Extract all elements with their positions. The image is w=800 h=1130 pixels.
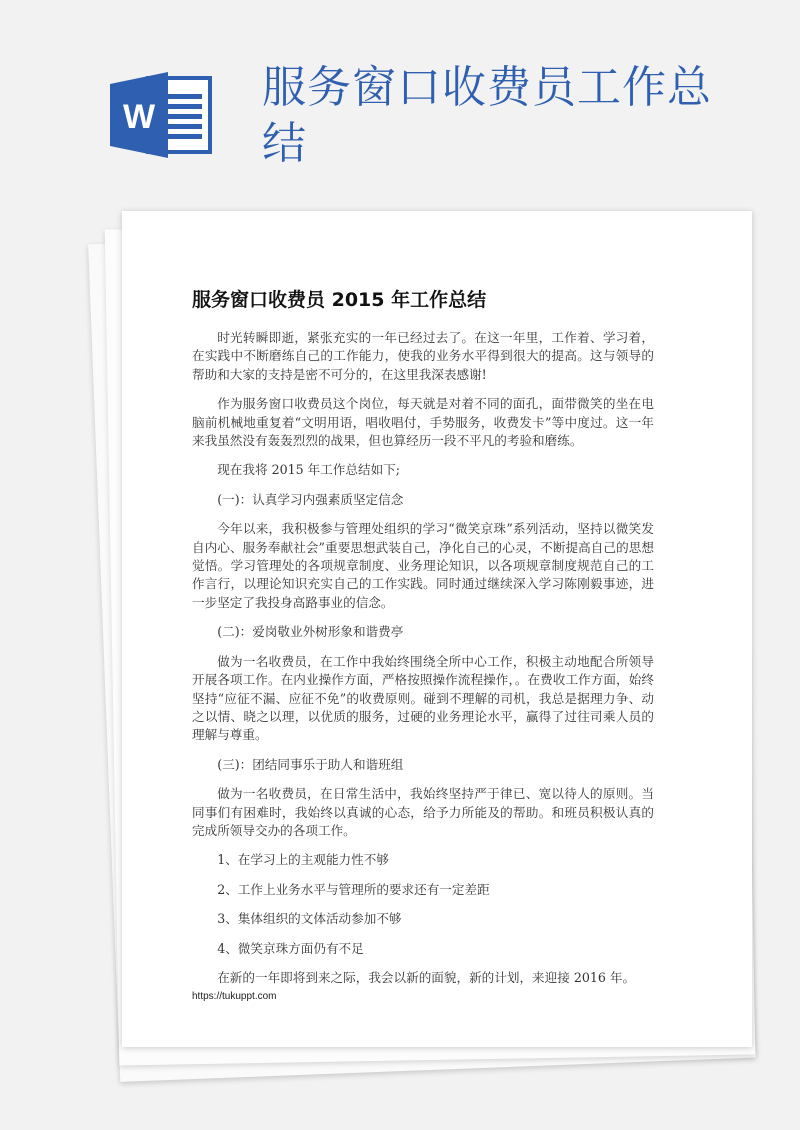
paragraph-summary-lead: 现在我将 2015 年工作总结如下;: [217, 462, 401, 478]
paragraph-section-3: 做为一名收费员，在日常生活中，我始终坚持严于律已、宽以待人的原则。当同事们有困难时，我始终以真诚的心态，给予力所能及的帮助。和班员积极认真的完成所领导交办的各项工作。: [192, 786, 654, 838]
section-heading-1: (一)：认真学习内强素质坚定信念: [217, 491, 404, 507]
footer-url[interactable]: https://tukuppt.com: [192, 991, 277, 1002]
paragraph-intro: 时光转瞬即逝，紧张充实的一年已经过去了。在这一年里，工作着、学习着，在实践中不断磨练自己的工作能力，使我的业务水平得到很大的提高。这与领导的帮助和大家的支持是密不可分的，在这里我深表感谢!: [192, 330, 654, 382]
paragraph-section-2: 做为一名收费员，在工作中我始终围绕全所中心工作，积极主动地配合所领导开展各项工作。在内业操作方面，严格按照操作流程操作，。在费收工作方面，始终坚持“应征不漏、应征不免”的收费原则。碰到不理解的司机，我总是据理力争、动之以情、晓之以理，以优质的服务，过硬的业务理论水平，赢得了过往司乘人员的理解与尊重。: [192, 653, 654, 743]
list-item-2: 2、工作上业务水平与管理所的要求还有一定差距: [217, 881, 490, 897]
document-body: [192, 329, 654, 998]
page-title: 服务窗口收费员工作总结: [262, 62, 712, 169]
document-title: 服务窗口收费员 2015 年工作总结: [192, 289, 487, 311]
section-heading-2: (二)：爱岗敬业外树形象和谐费亭: [217, 624, 404, 640]
word-icon: [110, 72, 212, 158]
paragraph-role: 作为服务窗口收费员这个岗位，每天就是对着不同的面孔，面带微笑的坐在电脑前机械地重复着“文明用语，唱收唱付，手势服务，收费发卡”等中度过。这一年来我虽然没有轰轰烈烈的战果，但也算经历一段不平凡的考验和磨练。: [192, 396, 654, 449]
list-item-4: 4、微笑京珠方面仍有不足: [217, 940, 364, 956]
word-document-icon: [110, 72, 212, 158]
paragraph-section-1: 今年以来，我积极参与管理处组织的学习“微笑京珠”系列活动，坚持以微笑发自内心、服务奉献社会”重要思想武装自己，净化自己的心灵，不断提高自己的思想觉悟。学习管理处的各项规章制度、业务理论知识，以各项规章制度规范自己的工作言行，以理论知识充实自己的工作实践。同时通过继续深入学习陈刚毅事迹，进一步坚定了我投身高路事业的信念。: [192, 521, 654, 610]
section-heading-3: (三)：团结同事乐于助人和谐班组: [217, 756, 404, 772]
paragraph-closing: 在新的一年即将到来之际，我会以新的面貌，新的计划，来迎接 2016 年。: [217, 969, 636, 985]
document-page: [122, 211, 752, 1047]
svg-text:W: W: [122, 98, 156, 136]
list-item-1: 1、在学习上的主观能力性不够: [217, 852, 389, 868]
list-item-3: 3、集体组织的文体活动参加不够: [217, 911, 402, 927]
